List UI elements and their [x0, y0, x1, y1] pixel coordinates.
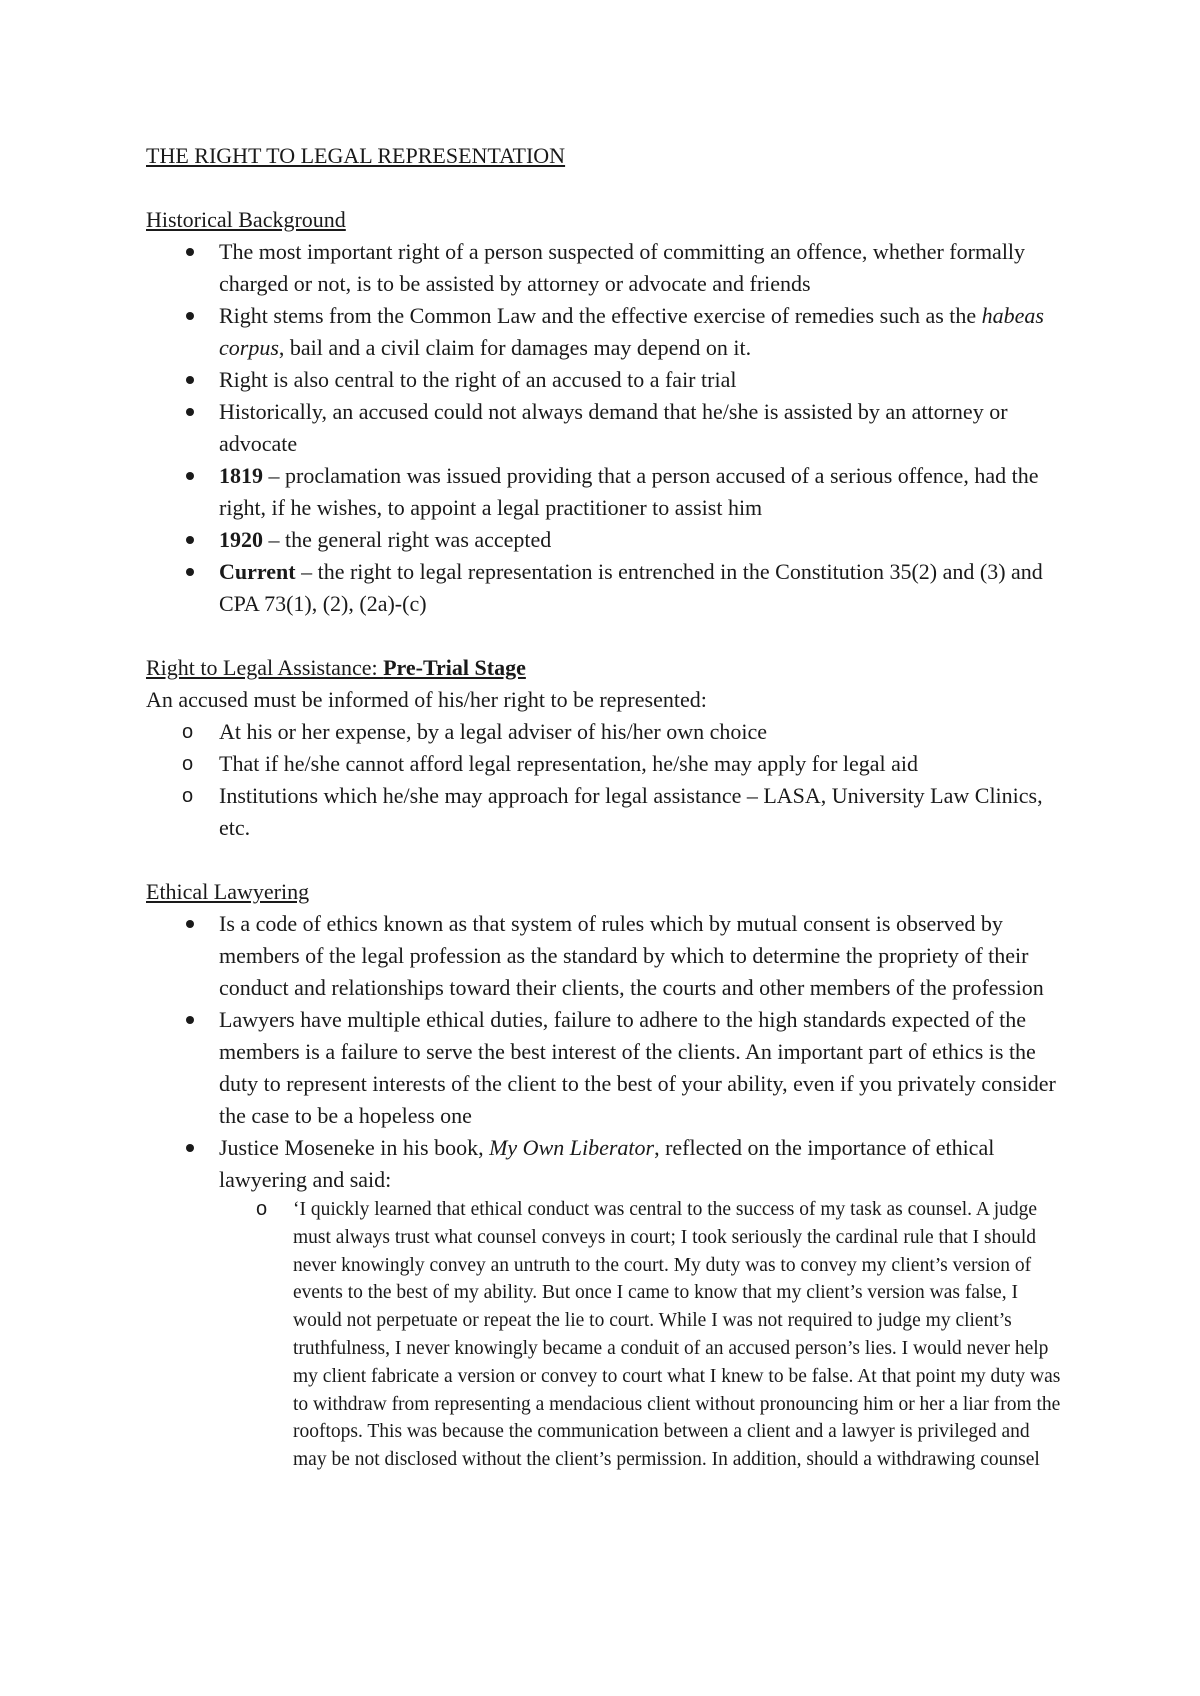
list-item: o That if he/she cannot afford legal representation, he/she may apply for legal aid [146, 748, 1066, 780]
pretrial-list [146, 716, 1066, 844]
historical-heading: Historical Background [146, 207, 346, 232]
section-spacer [146, 620, 1066, 652]
pretrial-heading: Right to Legal Assistance: Pre-Trial Stage [146, 655, 526, 680]
list-item: Historically, an accused could not always demand that he/she is assisted by an attorney or advocate [146, 396, 1066, 460]
document-page [146, 140, 1066, 1474]
list-item: Right stems from the Common Law and the effective exercise of remedies such as the habeas corpus, bail and a civil claim for damages may depend on it. [146, 300, 1066, 364]
list-item: Current – the right to legal representation is entrenched in the Constitution 35(2) and (3) and CPA 73(1), (2), (2a)-(c) [146, 556, 1066, 620]
list-item: Right is also central to the right of an accused to a fair trial [146, 364, 1066, 396]
quote-item: o ‘I quickly learned that ethical conduct was central to the success of my task as counsel. A judge must always trust what counsel conveys in court; I took seriously the cardinal rule that I should never knowingly convey an untruth to the court. My duty was to convey my client’s version of events to the best of my ability. But once I came to know that my client’s version was false, I would not perpetuate or repeat the lie to court. While I was not required to judge my client’s truthfulness, I never knowingly became a conduit of an accused person’s lies. I would never help my client fabricate a version or convey to court what I knew to be false. At that point my duty was to withdraw from representing a mendacious client without pronouncing him or her a liar from the rooftops. This was because the communication between a client and a lawyer is privileged and may be not disclosed without the client’s permission. In addition, should a withdrawing counsel [146, 1196, 1066, 1474]
ethical-list [146, 908, 1066, 1196]
list-item: 1819 – proclamation was issued providing that a person accused of a serious offence, had the right, if he wishes, to appoint a legal practitioner to assist him [146, 460, 1066, 524]
year-label: 1819 [219, 463, 263, 488]
list-item: o At his or her expense, by a legal adviser of his/her own choice [146, 716, 1066, 748]
document-title: THE RIGHT TO LEGAL REPRESENTATION [146, 143, 566, 168]
book-title: My Own Liberator [489, 1135, 655, 1160]
section-spacer [146, 844, 1066, 876]
list-item: Lawyers have multiple ethical duties, failure to adhere to the high standards expected of the members is a failure to serve the best interest of the clients. An important part of ethics is the duty to represent interests of the client to the best of your ability, even if you privately consider the case to be a hopeless one [146, 1004, 1066, 1132]
list-item: Is a code of ethics known as that system of rules which by mutual consent is observed by members of the legal profession as the standard by which to determine the propriety of their conduct and relationships toward their clients, the courts and other members of the profession [146, 908, 1066, 1004]
list-item: o Institutions which he/she may approach for legal assistance – LASA, University Law Clinics, etc. [146, 780, 1066, 844]
pretrial-intro: An accused must be informed of his/her right to be represented: [146, 687, 707, 712]
list-item: The most important right of a person suspected of committing an offence, whether formally charged or not, is to be assisted by attorney or advocate and friends [146, 236, 1066, 300]
emphasis: habeas corpus [219, 303, 1044, 360]
list-item: Justice Moseneke in his book, My Own Liberator, reflected on the importance of ethical lawyering and said: [146, 1132, 1066, 1196]
ethical-heading: Ethical Lawyering [146, 879, 310, 904]
historical-list [146, 236, 1066, 620]
current-label: Current [219, 559, 296, 584]
list-item: 1920 – the general right was accepted [146, 524, 1066, 556]
quote-list [146, 1196, 1066, 1474]
year-label: 1920 [219, 527, 263, 552]
